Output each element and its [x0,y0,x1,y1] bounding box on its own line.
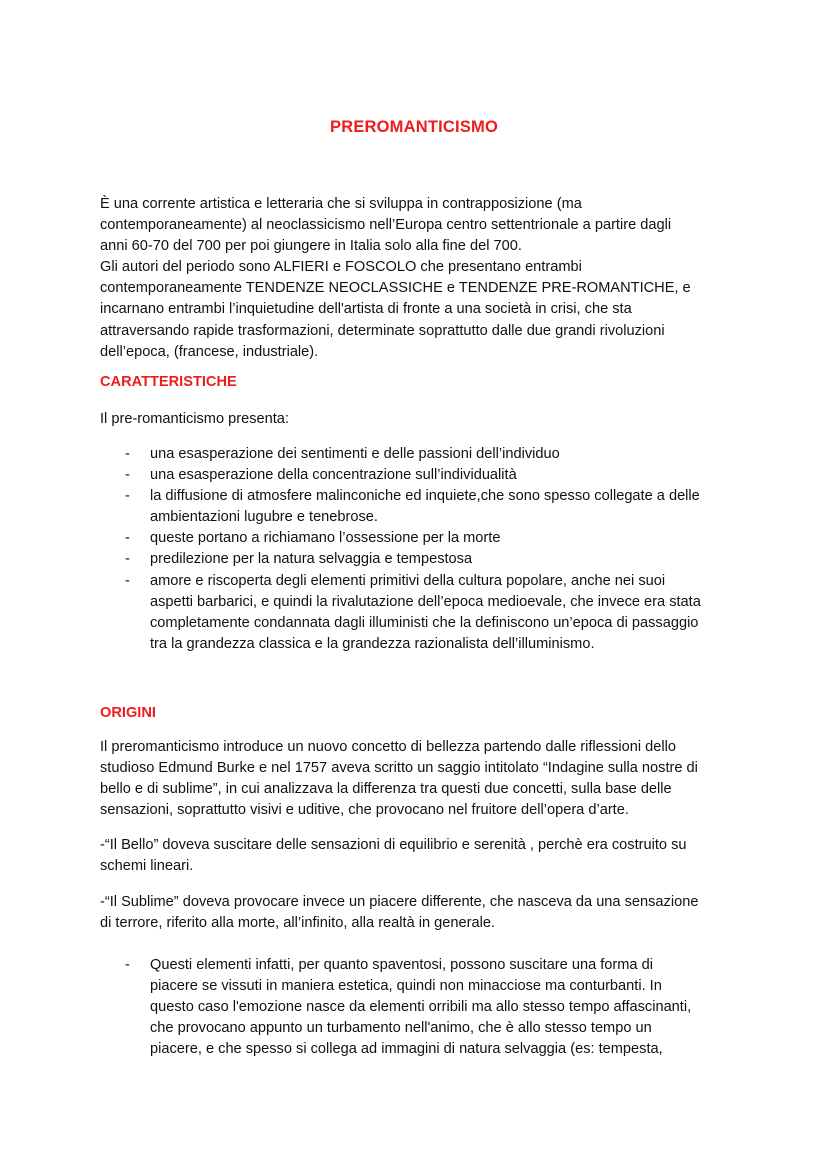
list-item [100,465,701,486]
text-line: completamente condannata dagli illuministi che la definiscono un’epoca di passaggio [150,614,699,631]
text-line: questo caso l'emozione nasce da elementi orribili ma allo stesso tempo affascinanti, [150,999,692,1016]
heading-origini: ORIGINI [100,705,156,721]
text-line: studioso Edmund Burke e nel 1757 aveva scritto un saggio intitolato “Indagine sulla nostre di [100,760,698,777]
text-line: -“Il Sublime” doveva provocare invece un piacere differente, che nasceva da una sensazione [100,894,699,910]
list-item [100,955,691,1060]
text-line: Questi elementi infatti, per quanto spaventosi, possono suscitare una forma di [150,957,653,973]
list-item [100,486,701,528]
text-line: contemporaneamente) al neoclassicismo nell’Europa centro settentrionale a partire dagli [100,217,672,234]
text-line: Il preromanticismo introduce un nuovo concetto di bellezza partendo dalle riflessioni dello [100,739,676,755]
bullet-dash: - [125,572,130,589]
bullet-dash: - [125,467,130,484]
bullet-dash: - [125,488,130,505]
text-line: contemporaneamente TENDENZE NEOCLASSICHE e TENDENZE PRE-ROMANTICHE, e [100,280,691,297]
text-line: una esasperazione della concentrazione sull’individualità [150,467,517,484]
text-line: dell’epoca, (francese, industriale). [100,343,319,360]
text-line: piacere se vissuti in maniera estetica, quindi non minacciose ma conturbanti. In [150,978,662,995]
text-line: anni 60-70 del 700 per poi giungere in Italia solo alla fine del 700. [100,238,522,255]
intro-paragraph [100,194,691,363]
text-line: ambientazioni lugubre e tenebrose. [150,509,378,526]
text-line: di terrore, riferito alla morte, all’infinito, alla realtà in generale. [100,915,496,932]
text-line: -“Il Bello” doveva suscitare delle sensazioni di equilibrio e serenità , perchè era costruito su [100,837,687,853]
text-line: aspetti barbarici, e quindi la rivalutazione dell’epoca medioevale, che invece era stata [150,593,701,610]
bello-paragraph [100,835,686,877]
text-line: È una corrente artistica e letteraria che si sviluppa in contrapposizione (ma [100,196,582,212]
document-title: PREROMANTICISMO [330,118,498,136]
sublime-paragraph [100,892,698,934]
text-line: Gli autori del periodo sono ALFIERI e FOSCOLO che presentano entrambi [100,259,582,276]
origini-list [100,955,691,1060]
bullet-dash: - [125,957,130,973]
list-item [100,549,701,570]
text-line: predilezione per la natura selvaggia e tempestosa [150,551,473,568]
caratteristiche-list [100,444,701,655]
bullet-dash: - [125,530,130,547]
origini-paragraph [100,737,698,821]
text-line: attraversando rapide trasformazioni, determinate soprattutto dalle due grandi rivoluzioni [100,322,665,339]
list-item [100,444,701,465]
text-line: la diffusione di atmosfere malinconiche ed inquiete,che sono spesso collegate a delle [150,488,700,505]
text-line: queste portano a richiamano l’ossessione per la morte [150,530,501,547]
text-line: bello e di sublime”, in cui analizzava la differenza tra questi due concetti, sulla base delle [100,781,672,798]
text-line: amore e riscoperta degli elementi primitivi della cultura popolare, anche nei suoi [150,572,666,589]
text-line: incarnano entrambi l’inquietudine dell'artista di fronte a una società in crisi, che sta [100,301,632,318]
bullet-dash: - [125,446,130,462]
bullet-dash: - [125,551,130,568]
list-item [100,528,701,549]
text-line: piacere, e che spesso si collega ad immagini di natura selvaggia (es: tempesta, [150,1041,663,1058]
text-line: che provocano appunto un turbamento nell'animo, che è allo stesso tempo un [150,1020,652,1037]
text-line: schemi lineari. [100,858,194,875]
list-item [100,571,701,655]
text-line: una esasperazione dei sentimenti e delle passioni dell’individuo [150,446,560,462]
text-line: tra la grandezza classica e la grandezza razionalista dell’illuminismo. [150,635,595,652]
text-line: sensazioni, soprattutto visivi e uditive, che provocano nel fruitore dell’opera d’arte. [100,802,629,819]
heading-caratteristiche: CARATTERISTICHE [100,374,237,390]
caratteristiche-lead: Il pre-romanticismo presenta: [100,411,289,427]
